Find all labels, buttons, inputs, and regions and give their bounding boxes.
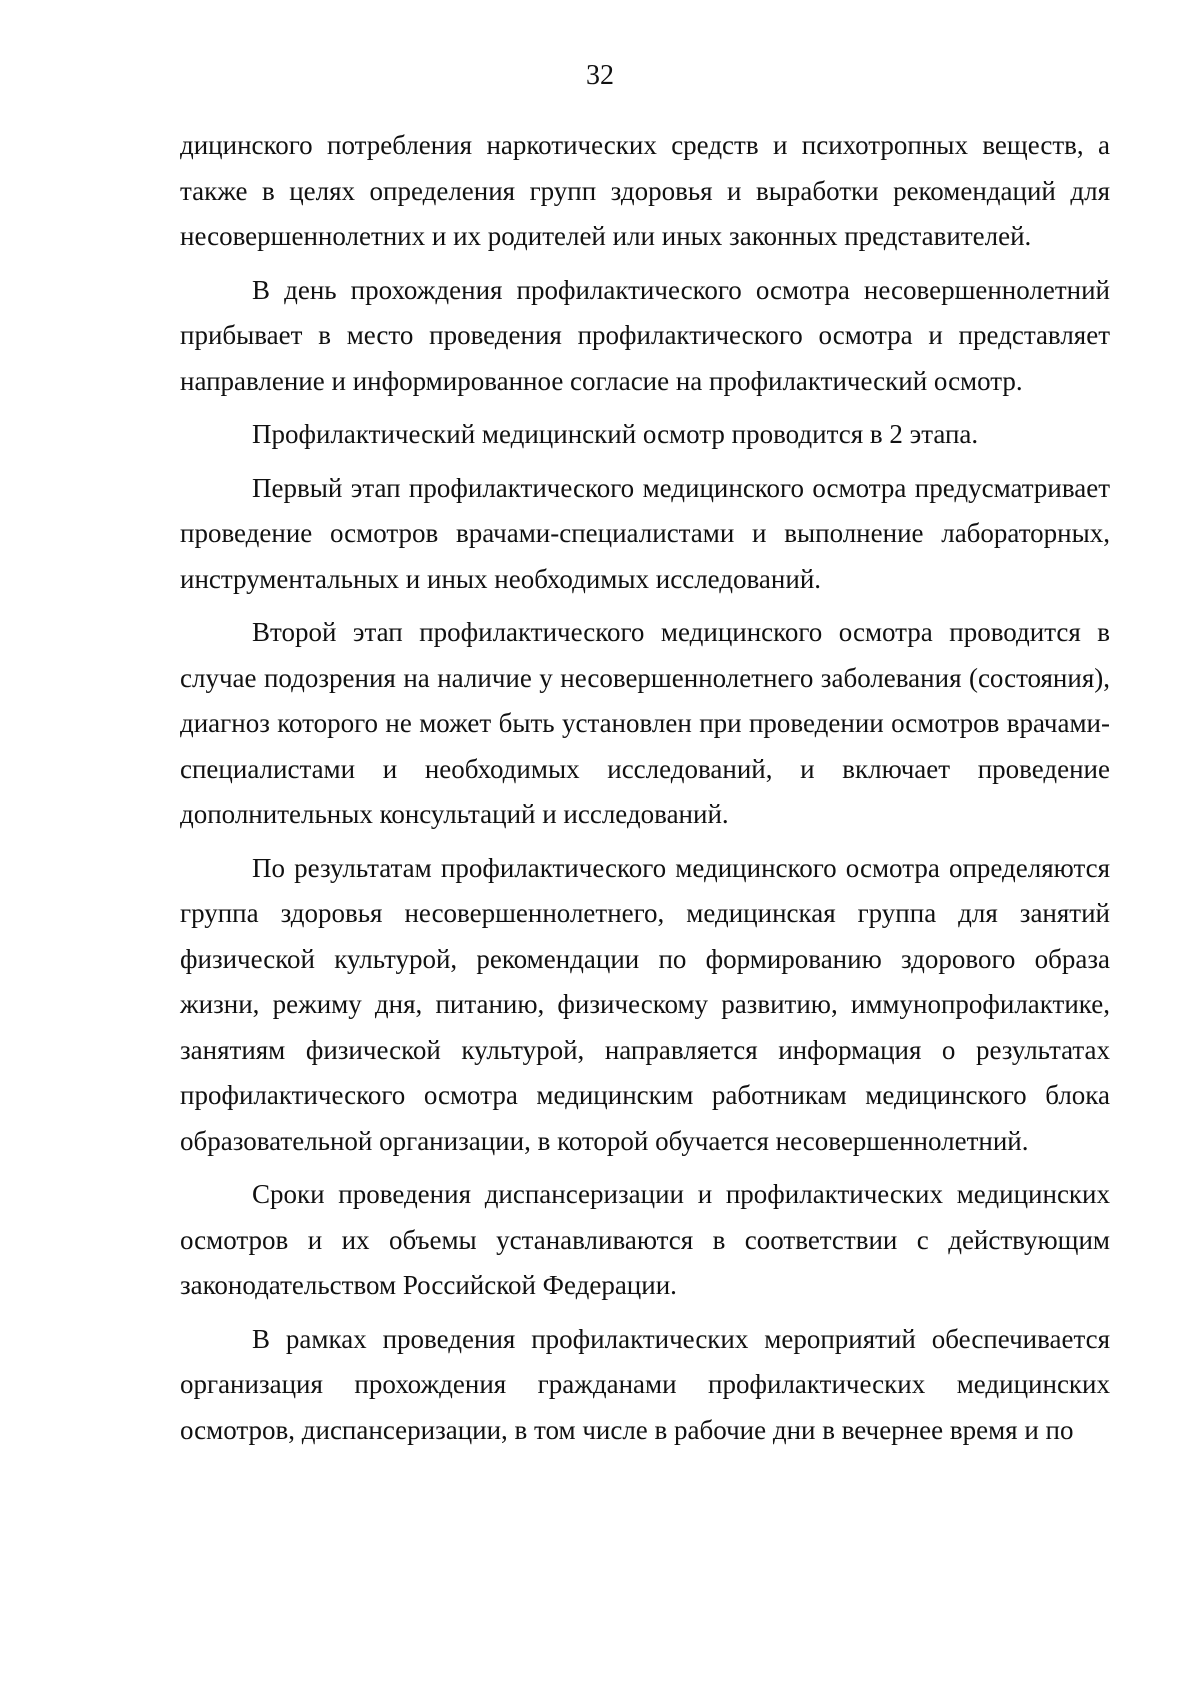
paragraph-terms: Сроки проведения диспансеризации и профилактических медицинских осмотров и их объемы устанавливаются в соответствии с действующим законодательством Российской Федерации.	[180, 1179, 1110, 1300]
paragraph-continuation: дицинского потребления наркотических средств и психотропных веществ, а также в целях определения групп здоровья и выработки рекомендаций для несовершеннолетних и их родителей или иных законных представителей.	[180, 130, 1110, 251]
paragraph-arrival: В день прохождения профилактического осмотра несовершеннолетний прибывает в место проведения профилактического осмотра и представляет направление и информированное согласие на профилактический осмотр.	[180, 274, 1110, 396]
paragraph-results: По результатам профилактического медицинского осмотра определяются группа здоровья несовершеннолетнего, медицинская группа для занятий физической культурой, рекомендации по формированию здорового образа жизни, режиму дня, питанию, физическому развитию, иммунопрофилактике, занятиям физической культурой, направляется информация о результатах профилактического осмотра медицинским работникам медицинского блока образовательной организации, в которой обучается несовершеннолетний.	[180, 852, 1110, 1156]
document-body	[180, 123, 1110, 1453]
paragraph-preventive-measures: В рамках проведения профилактических мероприятий обеспечивается организация прохождения гражданами профилактических медицинских осмотров, диспансеризации, в том числе в рабочие дни в вечернее время и по	[180, 1323, 1110, 1445]
page-number: 32	[586, 60, 614, 91]
paragraph-stages: Профилактический медицинский осмотр проводится в 2 этапа.	[252, 419, 979, 449]
paragraph-second-stage: Второй этап профилактического медицинского осмотра проводится в случае подозрения на наличие у несовершеннолетнего заболевания (состояния), диагноз которого не может быть установлен при проведении осмотров врачами-специалистами и необходимых исследований, и включает проведение дополнительных консультаций и исследований.	[180, 617, 1110, 829]
paragraph-first-stage: Первый этап профилактического медицинского осмотра предусматривает проведение осмотров врачами-специалистами и выполнение лабораторных, инструментальных и иных необходимых исследований.	[180, 472, 1110, 594]
